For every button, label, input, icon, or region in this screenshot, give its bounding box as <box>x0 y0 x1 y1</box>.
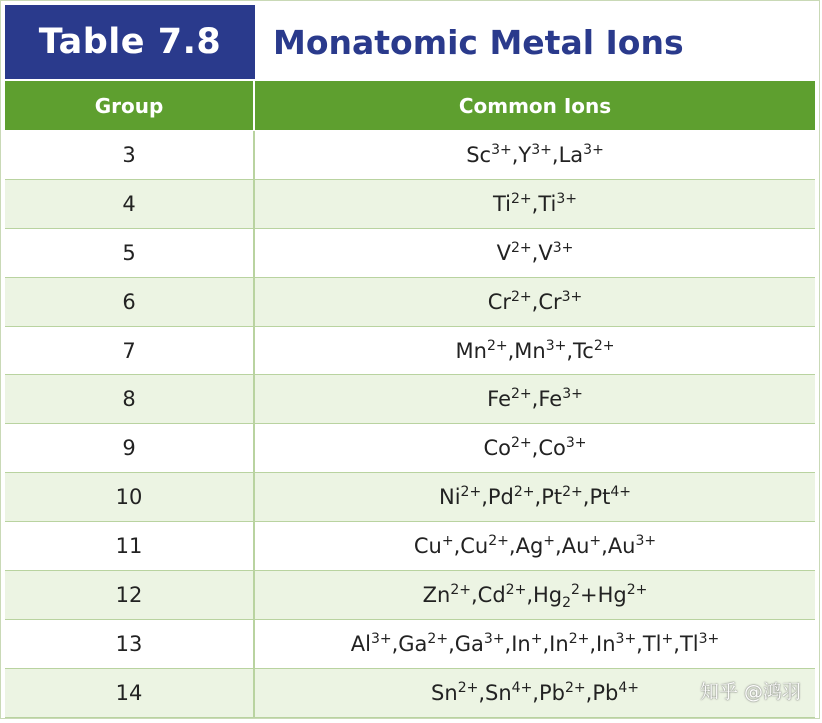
ion <box>541 485 583 509</box>
ion-charge: 2+ <box>511 288 532 305</box>
ion <box>439 485 481 509</box>
ion-separator: , <box>507 338 515 363</box>
ion-symbol: Tl <box>679 631 699 656</box>
ion-symbol: Mn <box>455 338 487 363</box>
ion-symbol: Ti <box>492 191 512 216</box>
ions-cell <box>255 571 815 619</box>
table-row <box>5 278 815 327</box>
ion-symbol: Sn <box>485 680 512 705</box>
table-row <box>5 522 815 571</box>
ion <box>559 143 604 167</box>
ion <box>538 387 583 411</box>
table-row <box>5 327 815 376</box>
ion <box>488 290 532 314</box>
ion-charge: 2 <box>571 581 580 598</box>
ion <box>455 632 505 656</box>
ion <box>549 632 589 656</box>
ion <box>456 339 508 363</box>
table-row <box>5 473 815 522</box>
ion-charge: 3+ <box>561 288 583 305</box>
ion-separator: , <box>448 631 455 656</box>
ion-charge: 4+ <box>511 679 533 696</box>
table-row <box>5 229 815 278</box>
ion-charge: 2+ <box>511 386 532 403</box>
ion-separator: , <box>601 534 608 559</box>
ion <box>538 192 577 216</box>
ion-separator: , <box>566 338 574 363</box>
ion-symbol: Au <box>607 534 636 559</box>
ion-charge: 2+ <box>427 630 449 647</box>
ion <box>573 339 614 363</box>
ion-separator: , <box>531 191 539 216</box>
ion-separator: , <box>531 289 539 314</box>
table-row <box>5 180 815 229</box>
ions-cell <box>255 620 815 668</box>
ion-separator: , <box>508 534 516 559</box>
table-row <box>5 131 815 180</box>
ion <box>608 534 656 558</box>
ion-separator: , <box>585 680 593 705</box>
ion-charge: 3+ <box>698 630 720 647</box>
table-number-label: Table 7.8 <box>5 5 255 79</box>
group-cell: 4 <box>5 180 255 228</box>
ion-symbol: Hg <box>533 582 563 607</box>
ion-separator: , <box>391 631 399 656</box>
ion-symbol: Pd <box>487 485 514 510</box>
ion-charge: 2+ <box>564 679 586 696</box>
group-cell: 14 <box>5 669 255 717</box>
ion <box>485 681 532 705</box>
ion-symbol: Al <box>350 631 371 656</box>
ion-symbol: V <box>538 240 553 265</box>
ion-symbol: Ag <box>515 534 544 559</box>
ion-separator: , <box>542 631 550 656</box>
ion-separator: , <box>534 485 542 510</box>
ion-separator: , <box>531 240 539 265</box>
ion <box>562 534 601 558</box>
ion-symbol: Fe <box>487 387 512 412</box>
ion <box>592 681 639 705</box>
ion-symbol: In <box>511 631 531 656</box>
ion-subscript: 2 <box>562 594 572 611</box>
ion <box>538 436 586 460</box>
ion <box>538 290 582 314</box>
ion-charge: 2+ <box>450 581 471 598</box>
ion <box>596 632 636 656</box>
ion <box>538 241 573 265</box>
ion-charge: 2+ <box>513 484 535 501</box>
ion-charge: 3+ <box>370 630 392 647</box>
ion-charge: + <box>441 533 454 550</box>
ion-symbol: Tc <box>573 338 594 363</box>
group-cell: 10 <box>5 473 255 521</box>
ion-charge: 2+ <box>562 484 583 501</box>
ion-symbol: Ga <box>398 631 428 656</box>
ion <box>414 534 454 558</box>
ion <box>398 632 448 656</box>
common-ions-column-header: Common Ions <box>458 93 612 118</box>
ion-symbol: Zn <box>422 582 451 607</box>
ion-symbol: Ga <box>454 631 484 656</box>
ion-charge: + <box>530 630 543 647</box>
group-cell: 12 <box>5 571 255 619</box>
ion-separator: , <box>478 680 486 705</box>
ion-symbol: Pt <box>541 485 563 510</box>
ion-separator: , <box>555 534 562 559</box>
ion <box>351 632 392 656</box>
ion <box>497 241 532 265</box>
ions-cell <box>255 131 815 179</box>
ion <box>514 339 566 363</box>
ion-symbol: Cu <box>413 534 442 559</box>
ion-separator: , <box>673 631 680 656</box>
group-cell: 3 <box>5 131 255 179</box>
ion <box>516 534 555 558</box>
ion-symbol: Au <box>561 534 590 559</box>
ions-cell <box>255 424 815 472</box>
ion-charge: 3+ <box>635 533 657 550</box>
ion-symbol: Cu <box>460 534 489 559</box>
ion-charge: 2+ <box>460 484 482 501</box>
ion <box>518 143 551 167</box>
ion-charge: + <box>543 533 556 550</box>
ion <box>466 143 512 167</box>
ion-symbol: V <box>496 240 512 265</box>
ion-charge: 2+ <box>511 239 532 256</box>
ion-symbol: Cr <box>487 289 512 314</box>
ion-charge: 3+ <box>583 141 604 158</box>
ion-charge: 2+ <box>593 337 615 354</box>
watermark: 知乎 @鸿羽 <box>699 681 801 703</box>
ion-symbol: Ti <box>538 191 557 216</box>
ion-charge: 3+ <box>552 239 574 256</box>
ion-symbol: Fe <box>538 387 563 412</box>
ion <box>493 192 532 216</box>
ion-charge: 3+ <box>531 141 552 158</box>
ion-separator: + <box>579 582 598 607</box>
ion <box>539 681 586 705</box>
ions-cell <box>255 522 815 570</box>
table-row <box>5 375 815 424</box>
table-header-row <box>5 81 815 130</box>
ion-charge: 2+ <box>505 581 527 598</box>
ion-charge: 2+ <box>626 581 648 598</box>
title-row <box>5 5 815 79</box>
ion-symbol: Mn <box>514 338 546 363</box>
ion-separator: , <box>531 436 539 461</box>
ion <box>680 632 719 656</box>
table-title: Monatomic Metal Ions <box>273 22 684 62</box>
ion-symbol: Co <box>483 436 512 461</box>
ions-cell <box>255 180 815 228</box>
ion <box>589 485 631 509</box>
ion-charge: + <box>661 630 674 647</box>
ion-symbol: Pb <box>592 680 619 705</box>
ion-symbol: Ni <box>439 485 461 510</box>
ion-separator: , <box>453 534 461 559</box>
ion-symbol: La <box>558 142 584 167</box>
ion-separator: , <box>504 631 512 656</box>
table-row <box>5 424 815 473</box>
ion <box>643 632 673 656</box>
ion-separator: , <box>511 142 519 167</box>
group-cell: 5 <box>5 229 255 277</box>
table-body <box>5 131 815 718</box>
group-cell: 9 <box>5 424 255 472</box>
ion <box>511 632 542 656</box>
ion-separator: , <box>470 582 478 607</box>
ions-cell <box>255 229 815 277</box>
ion <box>487 387 532 411</box>
ion-charge: 2+ <box>457 679 479 696</box>
ion-symbol: Y <box>518 142 532 167</box>
ion-charge: 3+ <box>483 630 505 647</box>
ion-charge: 3+ <box>615 630 637 647</box>
ion <box>423 583 471 607</box>
ion <box>598 583 648 607</box>
ion-charge: 3+ <box>565 435 587 452</box>
ion-charge: 2+ <box>488 533 509 550</box>
ion-charge: 4+ <box>610 484 631 501</box>
ion-charge: 2+ <box>568 630 590 647</box>
ion-symbol: Pt <box>589 485 611 510</box>
ions-cell <box>255 473 815 521</box>
group-column-header: Group <box>5 81 255 130</box>
ions-cell <box>255 278 815 326</box>
ion-charge: + <box>589 533 602 550</box>
ion-separator: , <box>589 631 597 656</box>
ion-symbol: In <box>596 631 616 656</box>
ion-separator: , <box>481 485 488 510</box>
ion <box>488 485 535 509</box>
ion-charge: 2+ <box>511 190 532 207</box>
ion-symbol: Cr <box>538 289 562 314</box>
ions-cell <box>255 327 815 375</box>
ion-charge: 2+ <box>511 435 532 452</box>
ion-separator: , <box>636 631 643 656</box>
ion-charge: 3+ <box>556 190 578 207</box>
ion-symbol: Co <box>538 436 566 461</box>
table-row <box>5 571 815 620</box>
ion <box>533 581 580 611</box>
ion-symbol: Cd <box>477 582 506 607</box>
ion-separator: , <box>531 387 539 412</box>
ion-symbol: Sn <box>431 680 458 705</box>
ion-separator: , <box>532 680 539 705</box>
table-row <box>5 669 815 718</box>
ion-charge: 3+ <box>562 386 583 403</box>
ion-charge: 3+ <box>491 141 512 158</box>
ion-separator: , <box>582 485 590 510</box>
ions-cell <box>255 375 815 423</box>
table-row <box>5 620 815 669</box>
ion-charge: 3+ <box>545 337 567 354</box>
group-cell: 11 <box>5 522 255 570</box>
ion <box>460 534 509 558</box>
ion-charge: 2+ <box>486 337 508 354</box>
group-cell: 6 <box>5 278 255 326</box>
ion-symbol: Pb <box>538 680 565 705</box>
group-cell: 7 <box>5 327 255 375</box>
ion-separator: , <box>526 582 533 607</box>
ion <box>484 436 532 460</box>
ion <box>478 583 527 607</box>
ion-charge: 4+ <box>618 679 639 696</box>
ion-symbol: Tl <box>642 631 662 656</box>
ion-symbol: Hg <box>597 582 627 607</box>
ion-symbol: Sc <box>466 142 492 167</box>
ion <box>431 681 478 705</box>
ion-separator: , <box>551 142 559 167</box>
group-cell: 13 <box>5 620 255 668</box>
group-cell: 8 <box>5 375 255 423</box>
ion-symbol: In <box>549 631 569 656</box>
